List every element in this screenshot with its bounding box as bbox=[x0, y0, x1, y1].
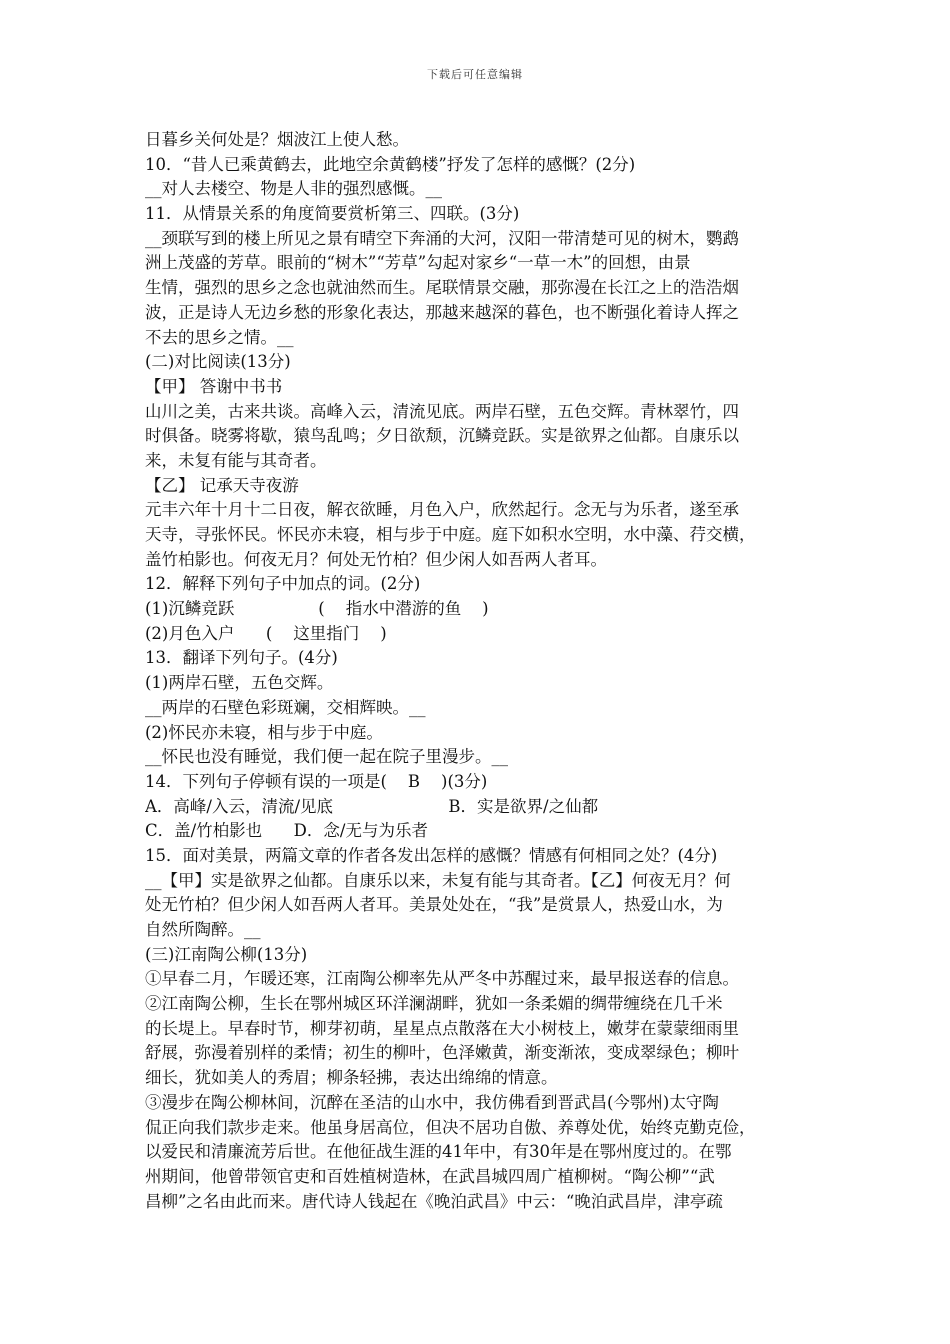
text-line: 细长，犹如美人的秀眉；柳条轻拂，表达出绵绵的情意。 bbox=[145, 1068, 558, 1088]
text-line: ①早春二月，乍暖还寒，江南陶公柳率先从严冬中苏醒过来，最早报送春的信息。 bbox=[145, 969, 739, 989]
text-line: 生情，强烈的思乡之念也就油然而生。尾联情景交融，那弥漫在长江之上的浩浩烟 bbox=[145, 278, 739, 298]
text-line: 14．下列句子停顿有误的一项是( B )(3分) bbox=[145, 771, 488, 791]
text-line: __对人去楼空、物是人非的强烈感慨。__ bbox=[145, 179, 442, 199]
text-line: 元丰六年十月十二日夜，解衣欲睡，月色入户，欣然起行。念无与为乐者，遂至承 bbox=[145, 500, 739, 520]
text-line: 11．从情景关系的角度简要赏析第三、四联。(3分) bbox=[145, 204, 520, 224]
text-line: 时俱备。晓雾将歇，猿鸟乱鸣；夕日欲颓，沉鳞竞跃。实是欲界之仙都。自康乐以 bbox=[145, 426, 739, 446]
text-line: __【甲】实是欲界之仙都。自康乐以来，未复有能与其奇者。【乙】何夜无月？何 bbox=[145, 870, 731, 890]
text-line: 山川之美，古来共谈。高峰入云，清流见底。两岸石壁，五色交辉。青林翠竹，四 bbox=[145, 401, 739, 421]
text-line: 日暮乡关何处是？烟波江上使人愁。 bbox=[145, 130, 409, 149]
text-line: 州期间，他曾带领官吏和百姓植树造林，在武昌城四周广植柳树。“陶公柳”“武 bbox=[145, 1166, 715, 1186]
text-line: 12．解释下列句子中加点的词。(2分) bbox=[145, 574, 421, 594]
text-line: 15．面对美景，两篇文章的作者各发出怎样的感慨？情感有何相同之处？(4分) bbox=[145, 845, 718, 865]
text-line: 【甲】 答谢中书书 bbox=[145, 376, 283, 396]
text-line: __颈联写到的楼上所见之景有晴空下奔涌的大河，汉阳一带清楚可见的树木，鹦鹉 bbox=[145, 228, 739, 248]
text-line: 以爱民和清廉流芳后世。在他征战生涯的41年中，有30年是在鄂州度过的。在鄂 bbox=[145, 1142, 732, 1162]
text-line: 的长堤上。早春时节，柳芽初萌，星星点点散落在大小树枝上，嫩芽在蒙蒙细雨里 bbox=[145, 1018, 739, 1038]
text-line: 处无竹柏？但少闲人如吾两人者耳。美景处处在，“我”是赏景人，热爱山水，为 bbox=[145, 895, 723, 915]
text-line: (二)对比阅读(13分) bbox=[145, 352, 291, 372]
text-line: 昌柳”之名由此而来。唐代诗人钱起在《晚泊武昌》中云：“晚泊武昌岸，津亭疏 bbox=[145, 1191, 723, 1211]
page-header: 下载后可任意编辑 bbox=[427, 68, 523, 81]
text-line: (1)沉鳞竞跃 ( 指水中潜游的鱼 ) bbox=[145, 599, 489, 619]
text-line: ③漫步在陶公柳林间，沉醉在圣洁的山水中，我仿佛看到晋武昌(今鄂州)太守陶 bbox=[145, 1092, 719, 1112]
text-line: 波，正是诗人无边乡愁的形象化表达，那越来越深的暮色，也不断强化着诗人挥之 bbox=[145, 302, 739, 322]
text-line: 盖竹柏影也。何夜无月？何处无竹柏？但少闲人如吾两人者耳。 bbox=[145, 549, 607, 569]
text-line: 来，未复有能与其奇者。 bbox=[145, 450, 327, 470]
text-line: 侃正向我们款步走来。他虽身居高位，但决不居功自傲、养尊处优，始终克勤克俭， bbox=[145, 1117, 756, 1137]
text-line: (2)怀民亦未寝，相与步于中庭。 bbox=[145, 722, 383, 742]
text-line: 舒展，弥漫着别样的柔情；初生的柳叶，色泽嫩黄，渐变渐浓，变成翠绿色；柳叶 bbox=[145, 1043, 739, 1063]
text-line: 洲上茂盛的芳草。眼前的“树木”“芳草”勾起对家乡“一草一木”的回想，由景 bbox=[145, 253, 691, 273]
text-line: __怀民也没有睡觉，我们便一起在院子里漫步。__ bbox=[145, 747, 508, 767]
text-line: __两岸的石壁色彩斑斓，交相辉映。__ bbox=[145, 697, 426, 717]
text-line: (三)江南陶公柳(13分) bbox=[145, 944, 308, 964]
text-line: C．盖/竹柏影也 D．念/无与为乐者 bbox=[145, 821, 428, 841]
text-line: 10．“昔人已乘黄鹤去，此地空余黄鹤楼”抒发了怎样的感慨？(2分) bbox=[145, 154, 636, 174]
text-line: A．高峰/入云，清流/见底 B．实是欲界/之仙都 bbox=[145, 796, 599, 816]
text-line: 不去的思乡之情。__ bbox=[145, 327, 294, 347]
text-line: 天寺，寻张怀民。怀民亦未寝，相与步于中庭。庭下如积水空明，水中藻、荇交横， bbox=[145, 525, 756, 544]
text-line: ②江南陶公柳，生长在鄂州城区环洋澜湖畔，犹如一条柔媚的绸带缠绕在几千米 bbox=[145, 994, 723, 1014]
text-line: 自然所陶醉。__ bbox=[145, 920, 261, 939]
text-line: 【乙】 记承天寺夜游 bbox=[145, 475, 299, 495]
text-line: (1)两岸石壁，五色交辉。 bbox=[145, 673, 334, 693]
text-line: (2)月色入户 ( 这里指门 ) bbox=[145, 623, 387, 643]
text-line: 13．翻译下列句子。(4分) bbox=[145, 648, 338, 668]
document-body bbox=[145, 128, 810, 1214]
